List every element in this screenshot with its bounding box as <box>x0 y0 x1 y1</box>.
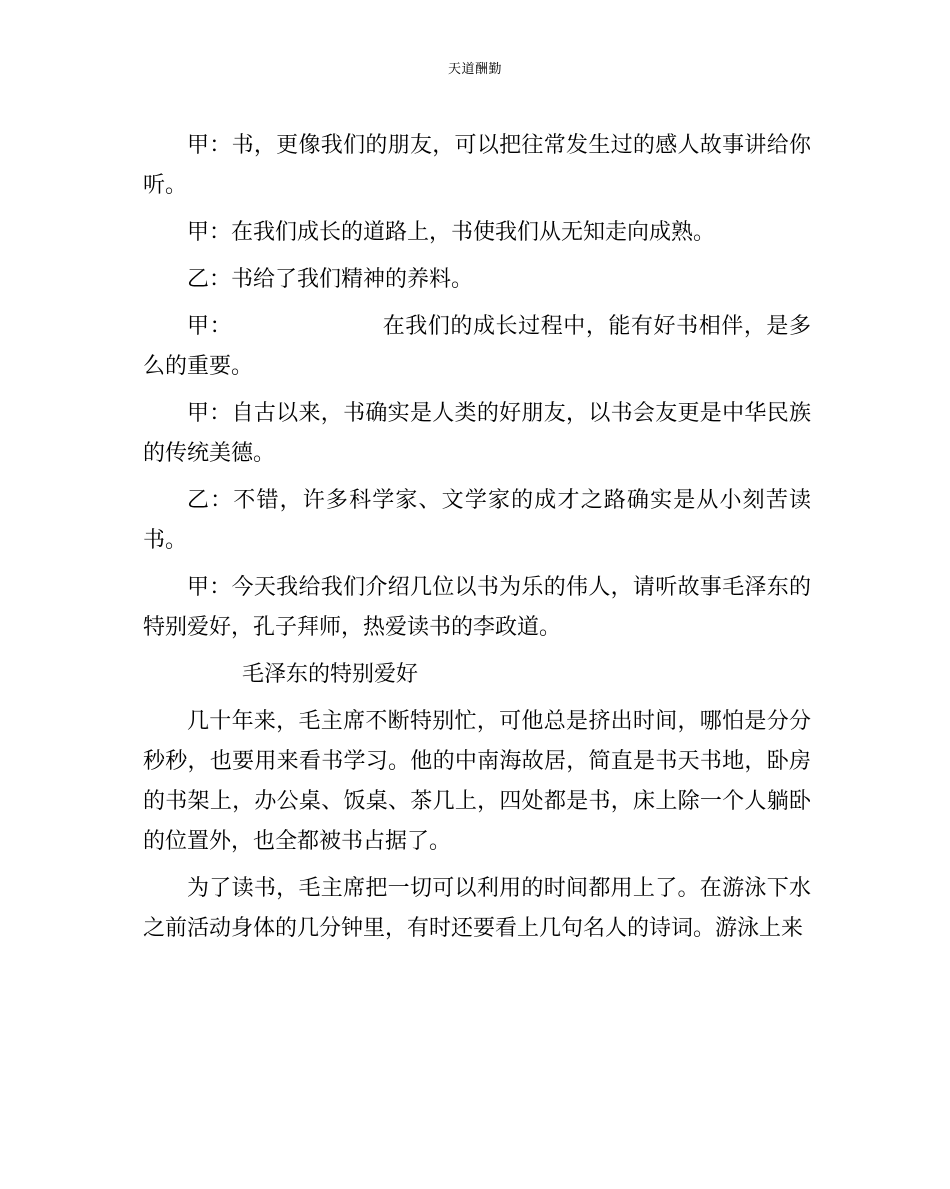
paragraph-5: 甲：自古以来，书确实是人类的好朋友，以书会友更是中华民族的传统美德。 <box>143 401 811 466</box>
paragraph-6: 乙：不错，许多科学家、文学家的成才之路确实是从小刻苦读书。 <box>143 488 811 553</box>
paragraph-1: 甲：书，更像我们的朋友，可以把往常发生过的感人故事讲给你听。 <box>143 133 811 198</box>
paragraph-4 <box>143 307 811 387</box>
paragraph-7: 甲：今天我给我们介绍几位以书为乐的伟人，请听故事毛泽东的特别爱好，孔子拜师，热爱读书的李政道。 <box>143 575 811 640</box>
paragraph-2: 甲：在我们成长的道路上，书使我们从无知走向成熟。 <box>187 220 716 245</box>
paragraph-3: 乙：书给了我们精神的养料。 <box>187 267 474 292</box>
paragraph-8: 几十年来，毛主席不断特别忙，可他总是挤出时间，哪怕是分分秒秒，也要用来看书学习。他的中南海故居，简直是书天书地，卧房的书架上，办公桌、饭桌、茶几上，四处都是书，床上除一个人躺卧的位置外，也全都被书占据了。 <box>143 709 811 854</box>
paragraph-9: 为了读书，毛主席把一切可以利用的时间都用上了。在游泳下水之前活动身体的几分钟里，有时还要看上几句名人的诗词。游泳上来 <box>143 876 811 941</box>
document-body <box>143 126 811 949</box>
section-subtitle: 毛泽东的特别爱好 <box>242 662 419 687</box>
page-header: 天道酬勤 <box>447 62 502 77</box>
paragraph-4-speaker: 甲： <box>187 314 233 339</box>
paragraph-4-text: 在我们的成长过程中，能有好书相伴，是多么的重要。 <box>143 314 811 379</box>
